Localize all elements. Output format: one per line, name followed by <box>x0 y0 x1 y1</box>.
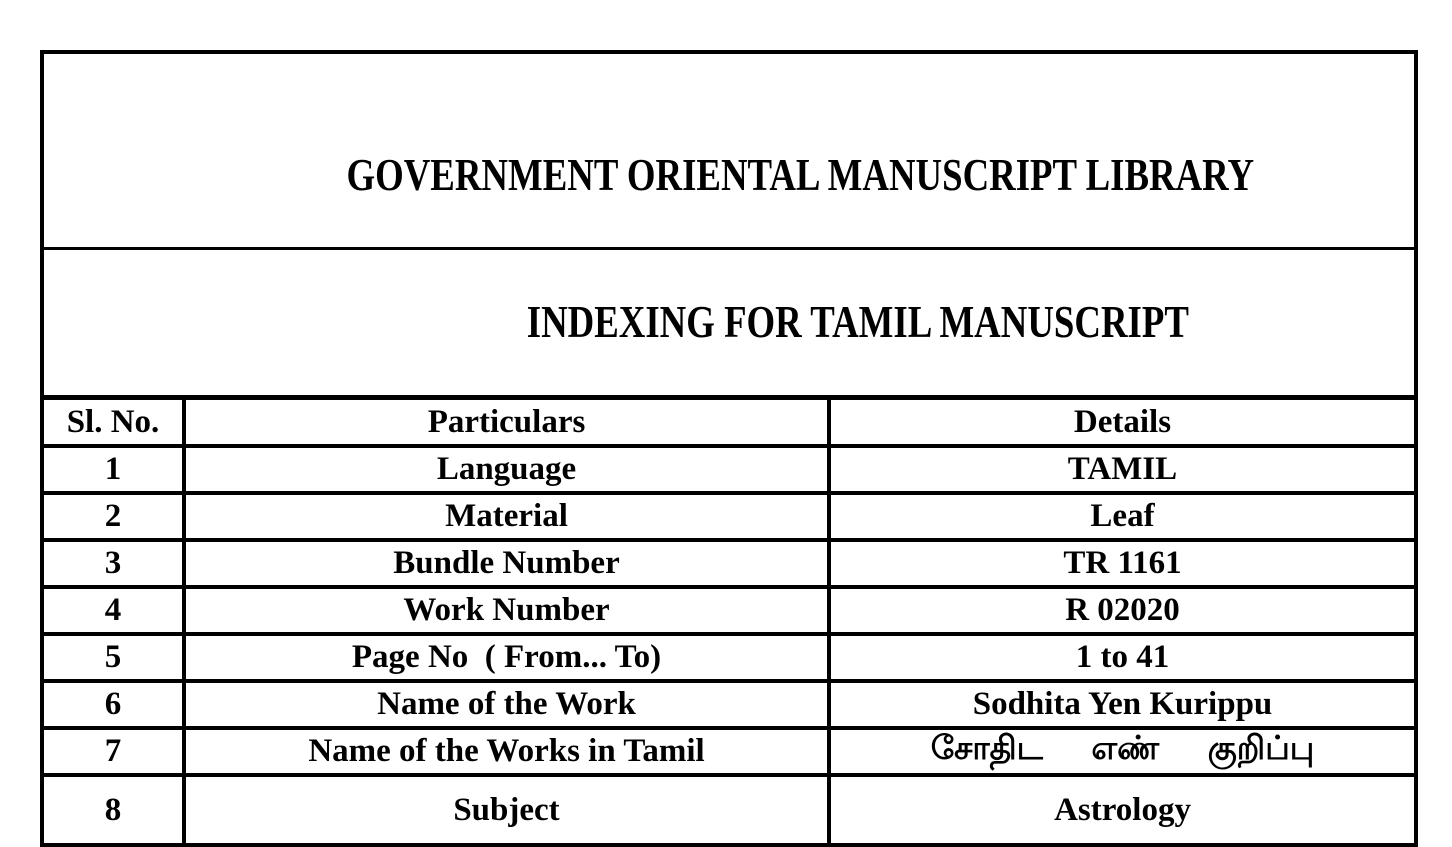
row-serial-number: 3 <box>42 540 184 587</box>
row-serial-number: 2 <box>42 493 184 540</box>
row-details: TAMIL <box>829 446 1416 493</box>
document-subtitle-cell <box>42 249 1416 398</box>
row-particulars: Work Number <box>184 587 829 634</box>
table-row <box>42 493 1416 540</box>
table-row <box>42 587 1416 634</box>
row-details: R 02020 <box>829 587 1416 634</box>
row-details: Leaf <box>829 493 1416 540</box>
row-serial-number: 6 <box>42 681 184 728</box>
row-serial-number: 8 <box>42 775 184 845</box>
column-header-details: Details <box>829 398 1416 447</box>
table-row <box>42 728 1416 775</box>
table-row <box>42 446 1416 493</box>
row-serial-number: 4 <box>42 587 184 634</box>
row-details: 1 to 41 <box>829 634 1416 681</box>
row-particulars: Name of the Work <box>184 681 829 728</box>
column-header-sl-no: Sl. No. <box>42 398 184 447</box>
row-serial-number: 1 <box>42 446 184 493</box>
row-particulars: Bundle Number <box>184 540 829 587</box>
row-particulars: Language <box>184 446 829 493</box>
column-header-row <box>42 398 1416 447</box>
column-header-particulars: Particulars <box>184 398 829 447</box>
row-details: TR 1161 <box>829 540 1416 587</box>
document-title: GOVERNMENT ORIENTAL MANUSCRIPT LIBRARY <box>346 148 1254 200</box>
row-particulars: Name of the Works in Tamil <box>184 728 829 775</box>
document-title-cell <box>42 52 1416 249</box>
row-serial-number: 7 <box>42 728 184 775</box>
row-particulars: Material <box>184 493 829 540</box>
document-subtitle: INDEXING FOR TAMIL MANUSCRIPT <box>526 296 1189 348</box>
manuscript-index-table <box>40 50 1418 847</box>
row-details: Sodhita Yen Kurippu <box>829 681 1416 728</box>
subtitle-row <box>42 249 1416 398</box>
table-row <box>42 634 1416 681</box>
row-particulars: Page No ( From... To) <box>184 634 829 681</box>
table-row <box>42 681 1416 728</box>
row-details: Astrology <box>829 775 1416 845</box>
row-serial-number: 5 <box>42 634 184 681</box>
table-row <box>42 775 1416 845</box>
row-details-tamil: சோதிட எண் குறிப்பு <box>829 728 1416 775</box>
manuscript-index-sheet <box>40 50 1418 847</box>
table-row <box>42 540 1416 587</box>
row-particulars: Subject <box>184 775 829 845</box>
title-row <box>42 52 1416 249</box>
